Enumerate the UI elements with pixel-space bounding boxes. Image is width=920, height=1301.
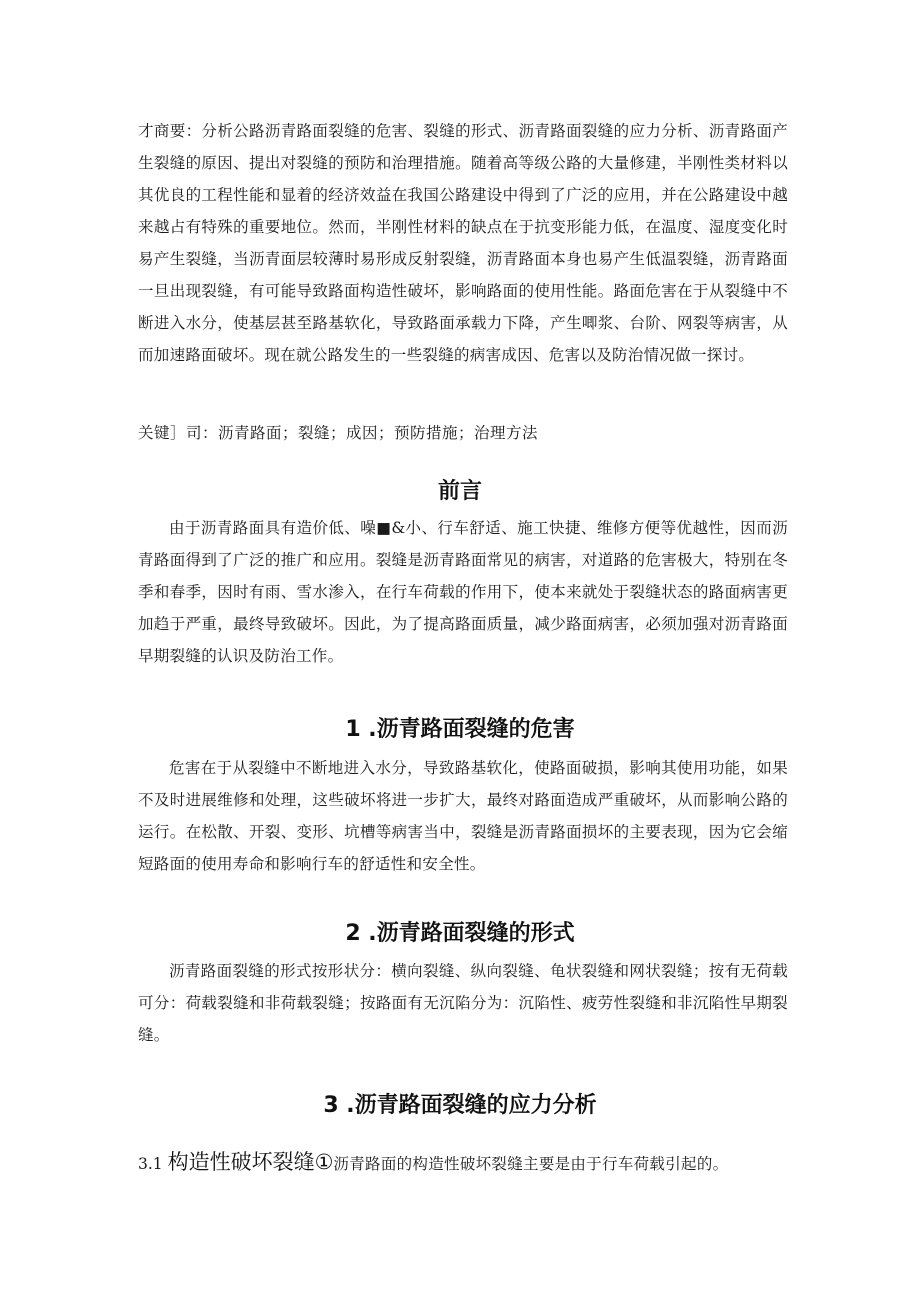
section-3-heading: 3 .沥青路面裂缝的应力分析 bbox=[323, 1093, 597, 1118]
section-2-heading: 2 .沥青路面裂缝的形式 bbox=[345, 921, 575, 946]
preface-heading: 前言 bbox=[437, 479, 482, 504]
subsection-text: 沥青路面的构造性破坏裂缝主要是由于行车荷载引起的。 bbox=[333, 1155, 729, 1173]
subsection-3-1-line bbox=[138, 1146, 838, 1176]
preface-paragraph: 由于沥青路面具有造价低、噪■&小、行车舒适、施工快捷、维修方便等优越性，因而沥青路面得到了广泛的推广和应用。裂缝是沥青路面常见的病害，对道路的危害极大，特别在冬季和春季，因时有雨、雪水渗入，在行车荷载的作用下，使本来就处于裂缝状态的路面病害更加趋于严重，最终导致破坏。因此，为了提高路面质量，减少路面病害，必须加强对沥青路面早期裂缝的认识及防治工作。 bbox=[138, 519, 788, 665]
section-2-paragraph: 沥青路面裂缝的形式按形状分：横向裂缝、纵向裂缝、龟状裂缝和网状裂缝；按有无荷载可分：荷载裂缝和非荷载裂缝；按路面有无沉陷分为：沉陷性、疲劳性裂缝和非沉陷性早期裂缝。 bbox=[138, 962, 788, 1044]
section-1-paragraph: 危害在于从裂缝中不断地进入水分，导致路基软化，使路面破损，影响其使用功能，如果不及时进展维修和处理，这些破坏将进一步扩大，最终对路面造成严重破坏，从而影响公路的运行。在松散、开裂、变形、坑槽等病害当中，裂缝是沥青路面损坏的主要表现，因为它会缩短路面的使用寿命和影响行车的舒适性和安全性。 bbox=[138, 759, 788, 873]
section-1-heading: 1 .沥青路面裂缝的危害 bbox=[345, 717, 575, 742]
subsection-title: 构造性破坏裂缝① bbox=[167, 1150, 334, 1174]
abstract-paragraph: 才商要：分析公路沥青路面裂缝的危害、裂缝的形式、沥青路面裂缝的应力分析、沥青路面产生裂缝的原因、提出对裂缝的预防和治理措施。随着高等级公路的大量修建，半刚性类材料以其优良的工程性能和显着的经济效益在我国公路建设中得到了广泛的应用，并在公路建设中越来越占有特殊的重要地位。然而，半刚性材料的缺点在于抗变形能力低，在温度、湿度变化时易产生裂缝，当沥青面层较薄时易形成反射裂缝，沥青路面本身也易产生低温裂缝，沥青路面一旦出现裂缝，有可能导致路面构造性破坏，影响路面的使用性能。路面危害在于从裂缝中不断进入水分，使基层甚至路基软化，导致路面承载力下降，产生唧浆、台阶、网裂等病害，从而加速路面破坏。现在就公路发生的一些裂缝的病害成因、危害以及防治情况做一探讨。 bbox=[138, 122, 788, 364]
subsection-number: 3.1 bbox=[138, 1155, 163, 1173]
keywords-line: 关键］司：沥青路面；裂缝；成因；预防措施；治理方法 bbox=[138, 424, 539, 442]
